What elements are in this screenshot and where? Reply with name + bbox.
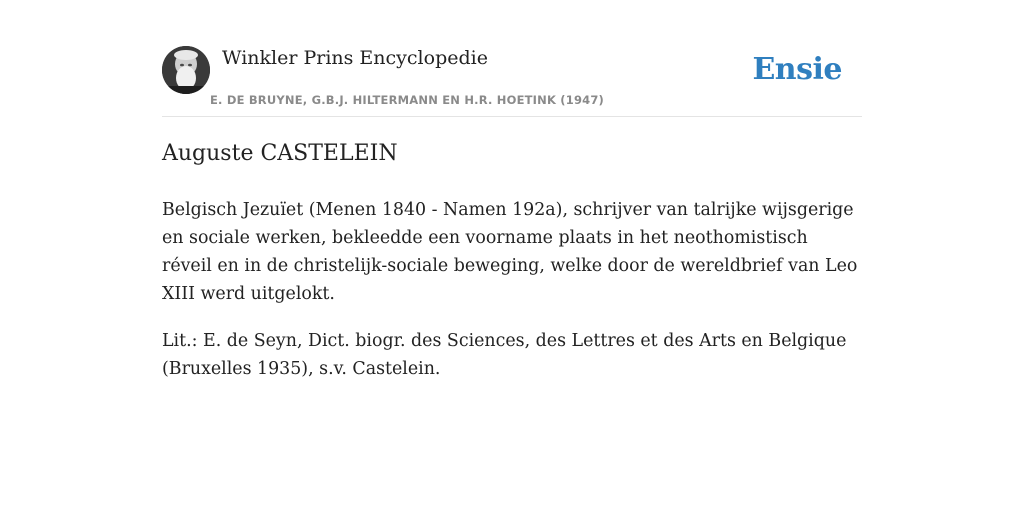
- article-title: Auguste CASTELEIN: [162, 141, 398, 166]
- brand-logo[interactable]: Ensie: [752, 52, 842, 87]
- portrait-photo-icon: [162, 46, 210, 94]
- source-title[interactable]: Winkler Prins Encyclopedie: [222, 47, 488, 69]
- article: [162, 138, 862, 383]
- source-avatar[interactable]: [162, 46, 210, 94]
- source-header: [162, 46, 862, 117]
- article-paragraph: Belgisch Jezuïet (Menen 1840 - Namen 192a), schrijver van talrijke wijsgerige en sociale werken, bekleedde een voorname plaats in het neothomistisch réveil en in de christelijk-sociale beweging, welke door de wereldbrief van Leo XIII werd uitgelokt.: [162, 200, 858, 304]
- literature-paragraph: Lit.: E. de Seyn, Dict. biogr. des Sciences, des Lettres et des Arts en Belgique (Bruxelles 1935), s.v. Castelein.: [162, 331, 847, 379]
- source-authors: E. DE BRUYNE, G.B.J. HILTERMANN EN H.R. HOETINK (1947): [210, 93, 605, 107]
